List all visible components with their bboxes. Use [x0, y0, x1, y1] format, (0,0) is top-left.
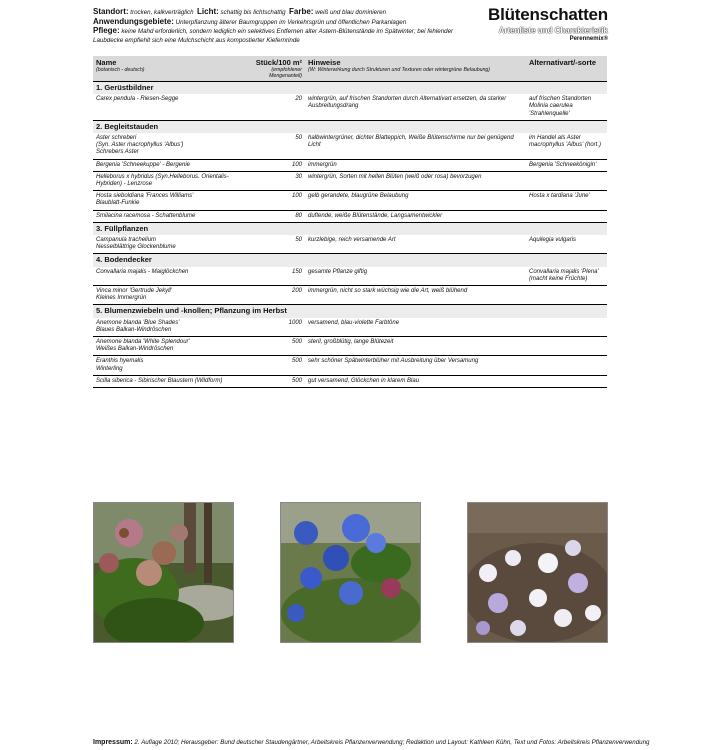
table-header-row [93, 56, 607, 82]
section-title: 4. Bodendecker [93, 254, 607, 267]
section-header-row [93, 120, 607, 133]
pflege-label: Pflege: [93, 26, 120, 36]
table-row [93, 191, 607, 210]
table-row [93, 286, 607, 305]
count-cell: 80 [239, 210, 305, 222]
alternative-cell: Aquilegia vulgaris [526, 235, 607, 254]
hint-cell: immergrün, nicht so stark wüchsig wie die Art, weiß blühend [305, 286, 526, 305]
species-name-cell: Bergenia 'Schneekuppe' - Bergenie [93, 159, 239, 171]
species-name-cell: Smilacina racemosa - Schattenblume [93, 210, 239, 222]
count-cell: 20 [239, 94, 305, 120]
hint-cell: wintergrün, Sorten mit hellen Blüten (weiß oder rosa) bevorzugen [305, 171, 526, 190]
table-row [93, 159, 607, 171]
table-row [93, 133, 607, 159]
alternative-cell: Hosta x tardiana 'June' [526, 191, 607, 210]
hint-cell: duftende, weiße Blütenstände, Langsamentwickler [305, 210, 526, 222]
count-cell: 150 [239, 267, 305, 286]
alternative-cell [526, 210, 607, 222]
section-header-row [93, 82, 607, 95]
hellebore-photo [93, 502, 234, 643]
table-body [93, 82, 607, 388]
species-name-cell: Campanula trachelium Nesselblättrige Glockenblume [93, 235, 239, 254]
section-header-row [93, 222, 607, 235]
count-cell: 200 [239, 286, 305, 305]
hint-cell: gesamte Pflanze giftig [305, 267, 526, 286]
table-row [93, 235, 607, 254]
farbe-value: weiß und blau dominieren [315, 9, 387, 16]
standort-value: trocken, kalkverträglich [130, 9, 194, 16]
table-row [93, 337, 607, 356]
pflege-value: keine Mahd erforderlich, sondern lediglich ein selektives Entfernen alter Astern-Blütenstände im Spätwinter; bei fehlender Laubdecke empfiehlt sich eine Mulchschicht aus kompostierter Kiefernrinde [93, 28, 454, 44]
hint-cell: immergrün [305, 159, 526, 171]
species-name-cell: Anemone blanda 'White Splendour' Weißes Balkan-Windröschen [93, 337, 239, 356]
count-cell: 100 [239, 191, 305, 210]
col-alt-header: Alternativart/-sorte [526, 56, 607, 82]
count-cell: 50 [239, 133, 305, 159]
table-row [93, 210, 607, 222]
document-subtitle: Artenliste und Charakteristik [498, 26, 608, 35]
imprint-label: Impressum: [93, 739, 133, 746]
anwendung-value: Unterpflanzung älterer Baumgruppen im Verkehrsgrün und öffentlichen Parkanlagen [175, 18, 407, 26]
col-hint-header: Hinweise (W: Winterwirkung durch Strukturen und Texturen oder wintergrüne Belaubung) [305, 56, 526, 82]
col-name-header: Name (botanisch - deutsch) [93, 56, 239, 82]
col-count-header: Stück/100 m² (empfohlener Mengenanteil) [239, 56, 305, 82]
site-header-info [93, 8, 468, 45]
hint-cell: wintergrün, auf frischen Standorten durch Alternativart ersetzen, da starker Ausbreitungsdrang [305, 94, 526, 120]
hint-cell: sehr schöner Spätwinterblüher mit Ausbreitung über Versamung [305, 356, 526, 375]
alternative-cell [526, 318, 607, 337]
table-row [93, 267, 607, 286]
anemone-photo [467, 502, 608, 643]
alternative-cell: im Handel als Aster macrophyllus 'Albus' (hort.) [526, 133, 607, 159]
alternative-cell [526, 337, 607, 356]
table-row [93, 375, 607, 387]
anwendung-label: Anwendungsgebiete: [93, 16, 174, 26]
section-title: 2. Begleitstauden [93, 120, 607, 133]
table-row [93, 356, 607, 375]
species-name-cell: Hosta sieboldiana 'Frances Williams' Blaublatt-Funkie [93, 191, 239, 210]
count-cell: 500 [239, 375, 305, 387]
species-name-cell: Eranthis hyemalis Winterling [93, 356, 239, 375]
count-cell: 500 [239, 356, 305, 375]
hint-cell: gut versamend, Glöckchen in klarem Blau [305, 375, 526, 387]
alternative-cell: Convallaria majalis 'Plena' (macht keine Früchte) [526, 267, 607, 286]
section-header-row [93, 254, 607, 267]
table-row [93, 94, 607, 120]
brand-name: Perennemix® [569, 36, 608, 42]
count-cell: 50 [239, 235, 305, 254]
count-cell: 1000 [239, 318, 305, 337]
alternative-cell [526, 375, 607, 387]
species-name-cell: Vinca minor 'Gertrude Jekyll' Kleines Immergrün [93, 286, 239, 305]
species-name-cell: Convallaria majalis - Maiglöckchen [93, 267, 239, 286]
section-title: 1. Gerüstbildner [93, 82, 607, 95]
section-title: 3. Füllpflanzen [93, 222, 607, 235]
document-title-block [488, 5, 608, 42]
alternative-cell [526, 286, 607, 305]
alternative-cell: auf frischen Standorten Molinia caerulea 'Strahlenquelle' [526, 94, 607, 120]
imprint-text: 2. Auflage 2010; Herausgeber: Bund deutscher Staudengärtner, Arbeitskreis Pflanzenverwendung; Redaktion und Layout: Kathleen Kühn, Text und Fotos: Arbeitskreis Pflanzenverwendung [134, 739, 650, 746]
section-header-row [93, 305, 607, 318]
farbe-label: Farbe: [289, 7, 314, 16]
licht-value: schattig bis lichtschattig [220, 9, 286, 16]
count-cell: 30 [239, 171, 305, 190]
hint-cell: gelb gerandete, blaugrüne Belaubung [305, 191, 526, 210]
hint-cell: steril, großblütig, lange Blütezeit [305, 337, 526, 356]
hint-cell: kurzlebige, reich versamende Art [305, 235, 526, 254]
standort-label: Standort: [93, 7, 129, 16]
count-cell: 100 [239, 159, 305, 171]
alternative-cell [526, 171, 607, 190]
alternative-cell [526, 356, 607, 375]
licht-label: Licht: [197, 7, 219, 16]
imprint-footer [93, 739, 649, 746]
species-name-cell: Scilla siberica - Sibirischer Blaustern (Wildform) [93, 375, 239, 387]
species-name-cell: Aster schreberi (Syn. Aster macrophyllus 'Albus') Schrebers Aster [93, 133, 239, 159]
species-table [93, 56, 607, 388]
species-name-cell: Helleborus x hybridus (Syn.Helleborus. Orientalis-Hybriden) - Lenzrose [93, 171, 239, 190]
section-title: 5. Blumenzwiebeln und -knollen; Pflanzung im Herbst [93, 305, 607, 318]
scilla-photo [280, 502, 421, 643]
species-name-cell: Anemone blanda 'Blue Shades' Blaues Balkan-Windröschen [93, 318, 239, 337]
alternative-cell: Bergenia 'Schneekönigin' [526, 159, 607, 171]
document-title: Blütenschatten [488, 5, 608, 24]
hint-cell: versamend, blau-violette Farbtöne [305, 318, 526, 337]
count-cell: 500 [239, 337, 305, 356]
species-name-cell: Carex pendula - Riesen-Segge [93, 94, 239, 120]
table-row [93, 318, 607, 337]
table-row [93, 171, 607, 190]
hint-cell: halbwintergrüner, dichter Blatteppich, Weiße Blütenschirme nur bei genügend Licht [305, 133, 526, 159]
